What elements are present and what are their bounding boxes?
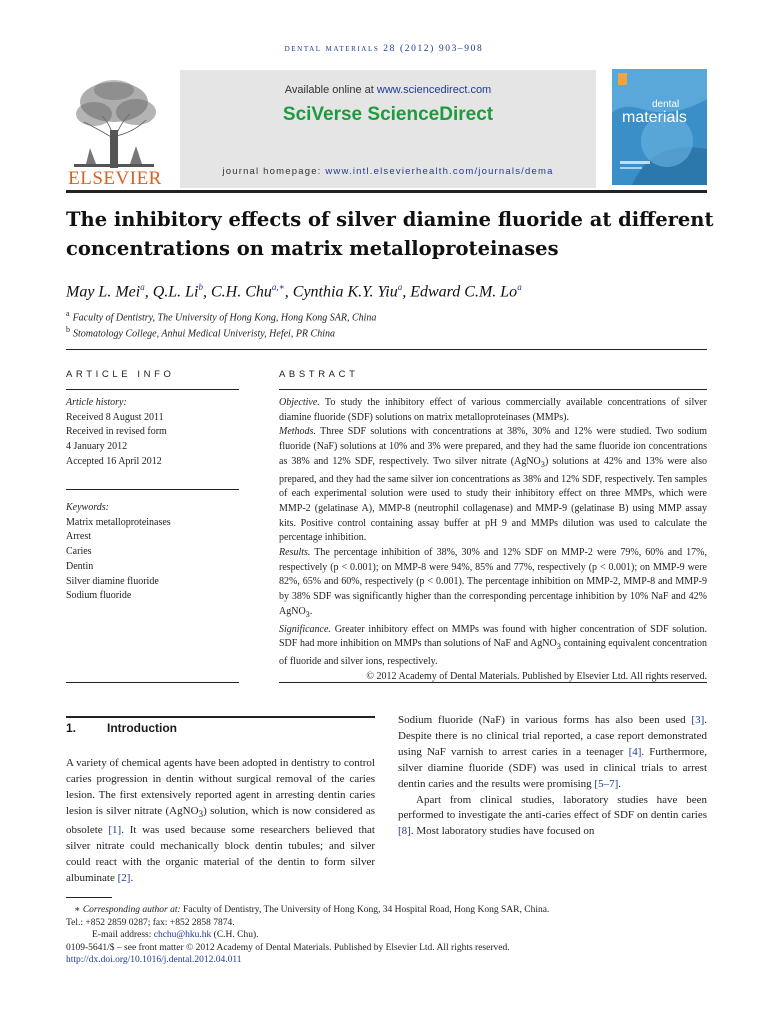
email-line: E-mail address: chchu@hku.hk (C.H. Chu). <box>92 930 259 941</box>
abstract-results: Results. The percentage inhibition of 38%, 30% and 12% SDF on MMP-2 were 79%, 60% and 17%, respectively (p < 0.001); on MMP-8 were 94%, 85% and 77%, respectively (p < 0.001); on MMP-9 were 82%, 65% and 60%, respectively (p < 0.001). The percentage inhibition on MMP-2, MMP-8 and MMP-9 by 38% SDF was significantly higher than the corresponding percentage inhibition by 10% NaF and 42% AgNO$_3$. <box>279 547 707 619</box>
affiliation-a: $^a$ Faculty of Dentistry, The University of Hong Kong, Hong Kong SAR, China <box>66 309 377 324</box>
doi-link[interactable]: http://dx.doi.org/10.1016/j.dental.2012.04.011 <box>66 955 242 966</box>
citation-link[interactable]: [8] <box>398 825 411 838</box>
abstract-heading: ABSTRACT <box>279 369 359 380</box>
intro-heading <box>66 721 177 735</box>
section-title: Introduction <box>107 721 177 735</box>
abstract-significance: Significance. Greater inhibitory effect on MMPs was found with higher concentration of SDF solution. SDF had more inhibition on MMPs than solutions of NaF and AgNO$_3$ containing equivalent concentration of fluoride and silver ions, respectively. <box>279 623 707 667</box>
header-divider <box>66 349 707 350</box>
keywords-block <box>66 501 241 604</box>
corresponding-author-note: ∗ Corresponding author at: Faculty of Dentistry, The University of Hong Kong, 34 Hospital Road, Hong Kong SAR, China. <box>74 905 550 915</box>
front-matter-line: 0109-5641/$ – see front matter © 2012 Academy of Dental Materials. Published by Elsevier Ltd. All rights reserved. <box>66 942 510 953</box>
history-item: 4 January 2012 <box>66 441 128 453</box>
sciencedirect-banner <box>180 70 596 188</box>
sciencedirect-link[interactable]: www.sciencedirect.com <box>376 84 492 96</box>
author-name: C.H. Chu <box>211 283 272 301</box>
author-name: Q.L. Li <box>152 283 199 301</box>
footnotes <box>66 904 726 967</box>
abstract-copyright: © 2012 Academy of Dental Materials. Published by Elsevier Ltd. All rights reserved. <box>366 670 707 682</box>
article-title: The inhibitory effects of silver diamine fluoride at different concentrations on matrix metalloproteinases <box>66 208 714 260</box>
author-affil-mark: a <box>140 282 145 292</box>
citation-link[interactable]: [2] <box>117 871 131 884</box>
intro-left-column: A variety of chemical agents have been adopted in dentistry to control caries progression in dentin without surgical removal of the caries lesion. The first extensively reported agent in arresting dentin caries lesion is silver nitrate (AgNO$_3$) solution, which is now considered as obsolete [1]. It was used because some researchers believed that silver nitrate could mechanically block dentin tubules; and silver could react with the organic material of the dentin to form silver albuminate [2]. <box>66 757 375 884</box>
available-online-line: Available online at www.sciencedirect.com <box>284 84 492 96</box>
history-rule <box>66 489 239 490</box>
author-affil-mark: b <box>198 282 203 292</box>
abstract-bottom-rule <box>279 682 707 683</box>
running-head: dental materials 28 (2012) 903–908 <box>284 44 484 54</box>
abstract-objective: Objective. To study the inhibitory effect of various commercially available concentrations of silver diamine fluoride (SDF) solutions on matrix metalloproteinases (MMPs). <box>279 397 707 423</box>
abstract-body <box>279 396 707 684</box>
history-item: Received in revised form <box>66 426 167 438</box>
journal-cover-image <box>612 69 707 185</box>
section-number: 1. <box>66 721 77 735</box>
intro-right-column: Sodium fluoride (NaF) in various forms has also been used [3]. Despite there is no clinical trial reported, a case report demonstrated using NaF varnish to arrest caries in a teenager [4]. Furthermore, silver diamine fluoride (SDF) was used in clinical trials to arrest dentin caries and the results were promising [5–7]. Apart from clinical studies, laboratory studies have been performed to investigate the anti-caries effect of SDF on dentin caries [8]. Most laboratory studies have focused on <box>398 714 708 838</box>
keywords-label: Keywords: <box>66 502 109 513</box>
citation-link[interactable]: [4] <box>628 745 642 758</box>
keyword-item: Dentin <box>66 560 94 572</box>
author-name: Edward C.M. Lo <box>410 283 518 301</box>
author-name: Cynthia K.Y. Yiu <box>292 283 398 301</box>
article-history <box>66 396 241 470</box>
article-info-bottom-rule <box>66 682 239 683</box>
abstract-rule <box>279 389 707 390</box>
footnote-rule <box>66 897 112 898</box>
keyword-item: Silver diamine fluoride <box>66 575 159 587</box>
article-info-heading: ARTICLE INFO <box>66 369 175 380</box>
keyword-item: Matrix metalloproteinases <box>66 516 171 528</box>
author-name: May L. Mei <box>66 283 141 301</box>
journal-homepage-line: journal homepage: www.intl.elsevierhealth.com/journals/dema <box>222 166 554 177</box>
author-affil-mark: a <box>517 282 522 292</box>
history-item: Received 8 August 2011 <box>66 411 164 423</box>
keyword-item: Caries <box>66 546 92 558</box>
author-affil-mark: a <box>397 282 403 292</box>
intro-heading-rule <box>66 716 375 718</box>
cover-title-materials: materials <box>622 109 687 126</box>
masthead-bottom-rule <box>66 190 707 193</box>
article-info-rule <box>66 389 239 390</box>
author-affil-mark: a,∗ <box>271 282 285 292</box>
elsevier-wordmark: ELSEVIER <box>68 168 162 189</box>
history-label: Article history: <box>66 397 127 408</box>
sciverse-logo-text: SciVerse ScienceDirect <box>282 104 494 125</box>
keyword-item: Arrest <box>66 531 91 543</box>
author-list: May L. Mei$^a$, Q.L. Li$^b$, C.H. Chu$^{a,∗}$, Cynthia K.Y. Yiu$^a$, Edward C.M. Lo$^a$ <box>66 282 522 301</box>
journal-homepage-link[interactable]: www.intl.elsevierhealth.com/journals/dema <box>325 166 554 177</box>
cover-title-dental: dental <box>652 99 680 110</box>
keyword-item: Sodium fluoride <box>66 590 132 602</box>
affiliation-b: $^b$ Stomatology College, Anhui Medical Univeristy, Hefei, PR China <box>66 325 335 340</box>
citation-link[interactable]: [1] <box>108 823 122 836</box>
history-item: Accepted 16 April 2012 <box>66 455 162 467</box>
citation-link[interactable]: [5–7] <box>594 777 619 790</box>
abstract-methods: Methods. Three SDF solutions with concentrations at 38%, 30% and 12% were studied. Two sodium fluoride (NaF) solutions at 10% and 3% were prepared, and they had the same fluoride ion concentrations as 38% and 12% SDF, respectively. Two silver nitrate (AgNO$_3$) solutions at 42% and 13% were also prepared, and they had the same silver ion concentrations as 38% and 12% SDF, respectively. Ten samples of each experimental solution were used to study their inhibitory effect on three MMPs, which were MMP-2 (gelatinase A), MMP-8 (neutrophil collagenase) and MMP-9 (gelatinase B) using MMP assay kits. Positive control containing assay buffer at pH 9 and MMPs dilution was used to calculate the percentage inhibition. <box>279 426 707 544</box>
citation-link[interactable]: [3] <box>691 714 705 726</box>
phone-fax: Tel.: +852 2859 0287; fax: +852 2858 7874. <box>66 917 235 928</box>
email-link[interactable]: chchu@hku.hk <box>153 930 212 941</box>
